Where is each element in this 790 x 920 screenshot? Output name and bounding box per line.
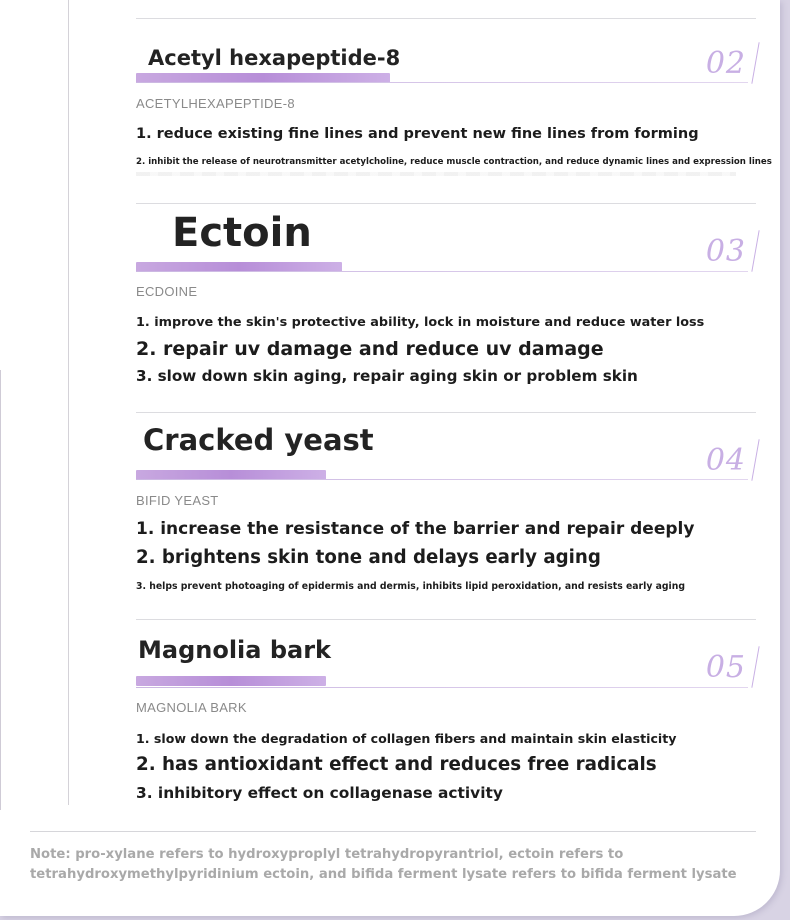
section-number: 02 [705, 46, 746, 81]
number-slash [751, 646, 759, 688]
ingredient-name: Cracked yeast [143, 423, 374, 457]
number-slash [751, 439, 759, 481]
vertical-guide-line [68, 0, 69, 805]
ingredient-subtitle: ECDOINE [136, 284, 198, 299]
title-underline [136, 82, 748, 83]
note-divider [30, 831, 756, 832]
ingredient-subtitle: MAGNOLIA BARK [136, 700, 247, 715]
benefit-item: 2. inhibit the release of neurotransmitter acetylcholine, reduce muscle contraction, and reduce dynamic lines and expression lines [136, 157, 772, 167]
title-underline [136, 271, 748, 272]
section-number: 04 [705, 443, 746, 478]
section-number: 03 [705, 234, 746, 269]
ingredient-subtitle: ACETYLHEXAPEPTIDE-8 [136, 96, 295, 111]
section-number: 05 [705, 650, 746, 685]
benefit-item: 3. slow down skin aging, repair aging skin or problem skin [136, 367, 638, 385]
ingredient-section-ectoin [136, 204, 756, 404]
benefit-item: 1. reduce existing fine lines and prevent new fine lines from forming [136, 126, 699, 142]
benefit-item: 2. repair uv damage and reduce uv damage [136, 338, 604, 360]
benefit-item: 3. helps prevent photoaging of epidermis and dermis, inhibits lipid peroxidation, and resists early aging [136, 581, 686, 592]
ingredient-name: Ectoin [172, 210, 312, 256]
ingredient-section-acetyl-hexapeptide [136, 40, 772, 180]
ingredient-section-cracked-yeast [136, 413, 756, 613]
title-underline [136, 687, 748, 688]
ingredient-name: Acetyl hexapeptide-8 [148, 46, 401, 70]
benefit-item: 1. increase the resistance of the barrier and repair deeply [136, 519, 695, 539]
number-slash [751, 42, 759, 84]
benefit-item: 2. brightens skin tone and delays early aging [136, 547, 601, 568]
ingredient-name: Magnolia bark [138, 636, 332, 664]
benefit-item: 1. slow down the degradation of collagen fibers and maintain skin elasticity [136, 731, 677, 746]
title-underline [136, 479, 748, 480]
faded-text-line [136, 172, 736, 176]
benefit-item: 2. has antioxidant effect and reduces free radicals [136, 754, 657, 775]
divider-top [136, 18, 756, 19]
footnote: Note: pro-xylane refers to hydroxyproplyl tetrahydropyrantriol, ectoin refers to tetrahydroxymethylpyridinium ectoin, and bifida ferment lysate refers to bifida ferment lysate [30, 847, 737, 882]
benefit-item: 1. improve the skin's protective ability, lock in moisture and reduce water loss [136, 315, 705, 330]
number-slash [751, 230, 759, 272]
left-edge-line [0, 370, 1, 810]
title-highlight-band [136, 676, 326, 686]
ingredient-subtitle: BIFID YEAST [136, 493, 219, 508]
ingredient-section-magnolia-bark [136, 620, 756, 810]
benefit-item: 3. inhibitory effect on collagenase activity [136, 784, 503, 802]
